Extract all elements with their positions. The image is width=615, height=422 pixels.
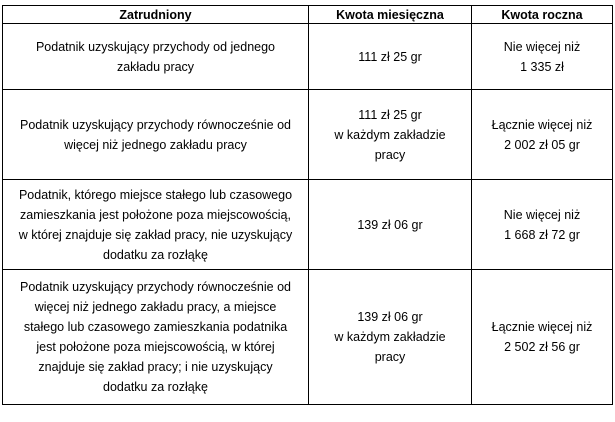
monthly-cell	[309, 90, 472, 180]
employee-cell	[3, 24, 309, 90]
annual-cell	[472, 270, 613, 405]
monthly-amount-text: 139 zł 06 gr w każdym zakładzie pracy	[334, 310, 446, 364]
table-header	[3, 6, 613, 24]
employee-text: Podatnik uzyskujący przychody równocześnie od więcej niż jednego zakładu pracy, a miejsce stałego lub czasowego zamieszkania podatnika jest położone poza miejscowością, w której znajduje się zakład pracy; i nie uzyskujący dodatku za rozłąkę	[20, 280, 291, 394]
monthly-amount-text: 111 zł 25 gr w każdym zakładzie pracy	[334, 107, 446, 162]
employee-text: Podatnik uzyskujący przychody od jednego zakładu pracy	[35, 39, 276, 74]
table-body	[3, 24, 613, 405]
employee-cell	[3, 90, 309, 180]
employee-cell	[3, 270, 309, 405]
header-annual-amount: Kwota roczna	[472, 6, 613, 24]
table-row	[3, 90, 613, 180]
table-row	[3, 180, 613, 270]
annual-amount-text: Nie więcej niż 1 335 zł	[503, 39, 581, 74]
employee-cell	[3, 180, 309, 270]
annual-amount-text: Nie więcej niż 1 668 zł 72 gr	[503, 207, 581, 242]
monthly-cell	[309, 270, 472, 405]
header-monthly-amount: Kwota miesięczna	[309, 6, 472, 24]
monthly-amount-text: 139 zł 06 gr	[357, 217, 423, 232]
annual-amount-text: Łącznie więcej niż 2 502 zł 56 gr	[491, 320, 593, 354]
annual-cell	[472, 24, 613, 90]
annual-cell	[472, 90, 613, 180]
annual-amount-text: Łącznie więcej niż 2 002 zł 05 gr	[491, 117, 593, 152]
monthly-cell	[309, 24, 472, 90]
table-row	[3, 24, 613, 90]
employee-text: Podatnik uzyskujący przychody równocześnie od więcej niż jednego zakładu pracy	[20, 117, 291, 152]
employee-text: Podatnik, którego miejsce stałego lub czasowego zamieszkania jest położone poza miejscowością, w której znajduje się zakład pracy, nie uzyskujący dodatku za rozłąkę	[18, 187, 293, 262]
monthly-cell	[309, 180, 472, 270]
monthly-amount-text: 111 zł 25 gr	[358, 49, 422, 64]
tax-deduction-table	[2, 5, 613, 405]
annual-cell	[472, 180, 613, 270]
header-employee: Zatrudniony	[3, 6, 309, 24]
header-row	[3, 6, 613, 24]
table-row	[3, 270, 613, 405]
